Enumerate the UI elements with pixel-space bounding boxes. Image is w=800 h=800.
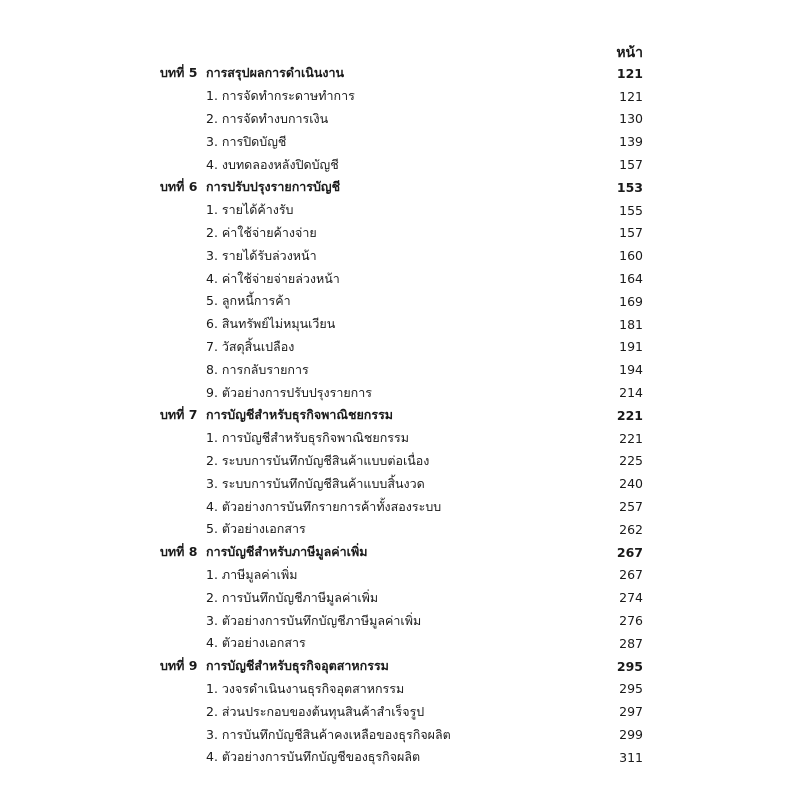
toc-item-row [160,700,643,723]
item-title: 3. การปิดบัญชี [206,133,287,149]
page-number: 160 [619,248,643,264]
item-title: 3. ตัวอย่างการบันทึกบัญชีภาษีมูลค่าเพิ่ม [206,612,422,628]
toc-item-row [160,153,643,176]
page-number: 121 [619,88,643,104]
item-title: 1. วงจรดำเนินงานธุรกิจอุตสาหกรรม [206,680,405,696]
item-title: 2. ค่าใช้จ่ายค้างจ่าย [206,224,317,240]
chapter-label: บทที่ 6 [160,179,198,195]
toc-item-row [160,632,643,655]
toc-item-row [160,313,643,336]
page-number: 287 [619,635,643,651]
toc-chapter-row [160,404,643,427]
item-title: 4. ตัวอย่างการบันทึกรายการค้าทั้งสองระบบ [206,498,442,514]
item-title: 4. งบทดลองหลังปิดบัญชี [206,156,339,172]
toc-item-row [160,358,643,381]
page-number: 299 [619,727,643,742]
toc-item-row [160,450,643,473]
page-number: 295 [619,681,643,697]
page-number: 274 [619,590,643,606]
item-title: 3. ระบบการบันทึกบัญชีสินค้าแบบสิ้นงวด [206,475,425,491]
page-number: 225 [619,453,643,469]
item-title: 5. ลูกหนี้การค้า [206,293,291,309]
chapter-label: บทที่ 9 [160,658,198,674]
toc-item-row [160,244,643,267]
page-number: 130 [619,111,643,127]
toc-item-row [160,199,643,222]
item-title: 2. ระบบการบันทึกบัญชีสินค้าแบบต่อเนื่อง [206,452,430,468]
page-number: 262 [619,521,643,537]
chapter-label: บทที่ 5 [160,65,198,81]
page-number: 240 [619,476,643,492]
toc-item-row [160,746,643,769]
chapter-title: การบัญชีสำหรับภาษีมูลค่าเพิ่ม [206,544,368,560]
toc-item-row [160,586,643,609]
toc-item-row [160,472,643,495]
item-title: 4. ตัวอย่างการบันทึกบัญชีของธุรกิจผลิต [206,749,421,765]
item-title: 9. ตัวอย่างการปรับปรุงรายการ [206,384,372,400]
page-number: 276 [619,613,643,629]
item-title: 2. ส่วนประกอบของต้นทุนสินค้าสำเร็จรูป [206,703,425,719]
toc-item-row [160,564,643,587]
item-title: 7. วัสดุสิ้นเปลือง [206,338,295,354]
toc-item-row [160,518,643,541]
toc-item-row [160,336,643,359]
chapter-label: บทที่ 7 [160,407,198,423]
page-number: 139 [619,134,643,150]
toc-chapter-row [160,62,643,85]
page-number: 164 [619,271,643,287]
page-number: 157 [619,225,643,241]
page-number: 121 [616,65,643,81]
chapter-label: บทที่ 8 [160,544,198,560]
page-number: 295 [616,658,643,674]
toc-item-row [160,678,643,701]
page-number: 267 [616,544,643,560]
item-title: 1. การบัญชีสำหรับธุรกิจพาณิชยกรรม [206,430,409,446]
page-number: 157 [619,157,643,173]
item-title: 2. การจัดทำงบการเงิน [206,110,329,126]
item-title: 6. สินทรัพย์ไม่หมุนเวียน [206,316,336,332]
item-title: 8. การกลับรายการ [206,361,309,377]
page-column-header: หน้า [616,45,643,61]
page-number: 155 [619,202,643,218]
chapter-title: การบัญชีสำหรับธุรกิจอุตสาหกรรม [206,658,389,674]
item-title: 5. ตัวอย่างเอกสาร [206,521,306,537]
toc-item-row [160,609,643,632]
page-number: 257 [619,499,643,515]
chapter-title: การสรุปผลการดำเนินงาน [206,65,345,81]
toc-chapter-row [160,655,643,678]
toc-item-row [160,108,643,131]
toc-item-row [160,427,643,450]
toc-item-row [160,290,643,313]
page-number: 297 [619,704,643,720]
page-number: 214 [619,385,643,401]
page-number: 221 [616,407,643,423]
page-number: 194 [619,362,643,378]
page-number: 221 [619,430,643,446]
toc-item-row [160,85,643,108]
item-title: 1. การจัดทำกระดาษทำการ [206,88,355,104]
chapter-title: การปรับปรุงรายการบัญชี [206,179,341,195]
item-title: 1. รายได้ค้างรับ [206,202,294,218]
item-title: 3. รายได้รับล่วงหน้า [206,247,317,263]
toc-item-row [160,723,643,746]
toc-item-row [160,495,643,518]
item-title: 3. การบันทึกบัญชีสินค้าคงเหลือของธุรกิจผลิต [206,726,451,742]
toc-item-row [160,381,643,404]
page-number: 181 [619,316,643,332]
toc-item-row [160,222,643,245]
item-title: 4. ค่าใช้จ่ายจ่ายล่วงหน้า [206,270,340,286]
toc-chapter-row [160,176,643,199]
toc-item-row [160,267,643,290]
toc-chapter-row [160,541,643,564]
page-number: 153 [616,179,643,195]
page-number: 267 [619,567,643,583]
table-of-contents [160,62,643,769]
item-title: 4. ตัวอย่างเอกสาร [206,635,306,651]
page-number: 311 [619,749,643,765]
page-number: 191 [619,339,643,355]
chapter-title: การบัญชีสำหรับธุรกิจพาณิชยกรรม [206,407,394,423]
page-number: 169 [619,293,643,309]
item-title: 1. ภาษีมูลค่าเพิ่ม [206,566,298,582]
toc-item-row [160,130,643,153]
item-title: 2. การบันทึกบัญชีภาษีมูลค่าเพิ่ม [206,589,379,605]
